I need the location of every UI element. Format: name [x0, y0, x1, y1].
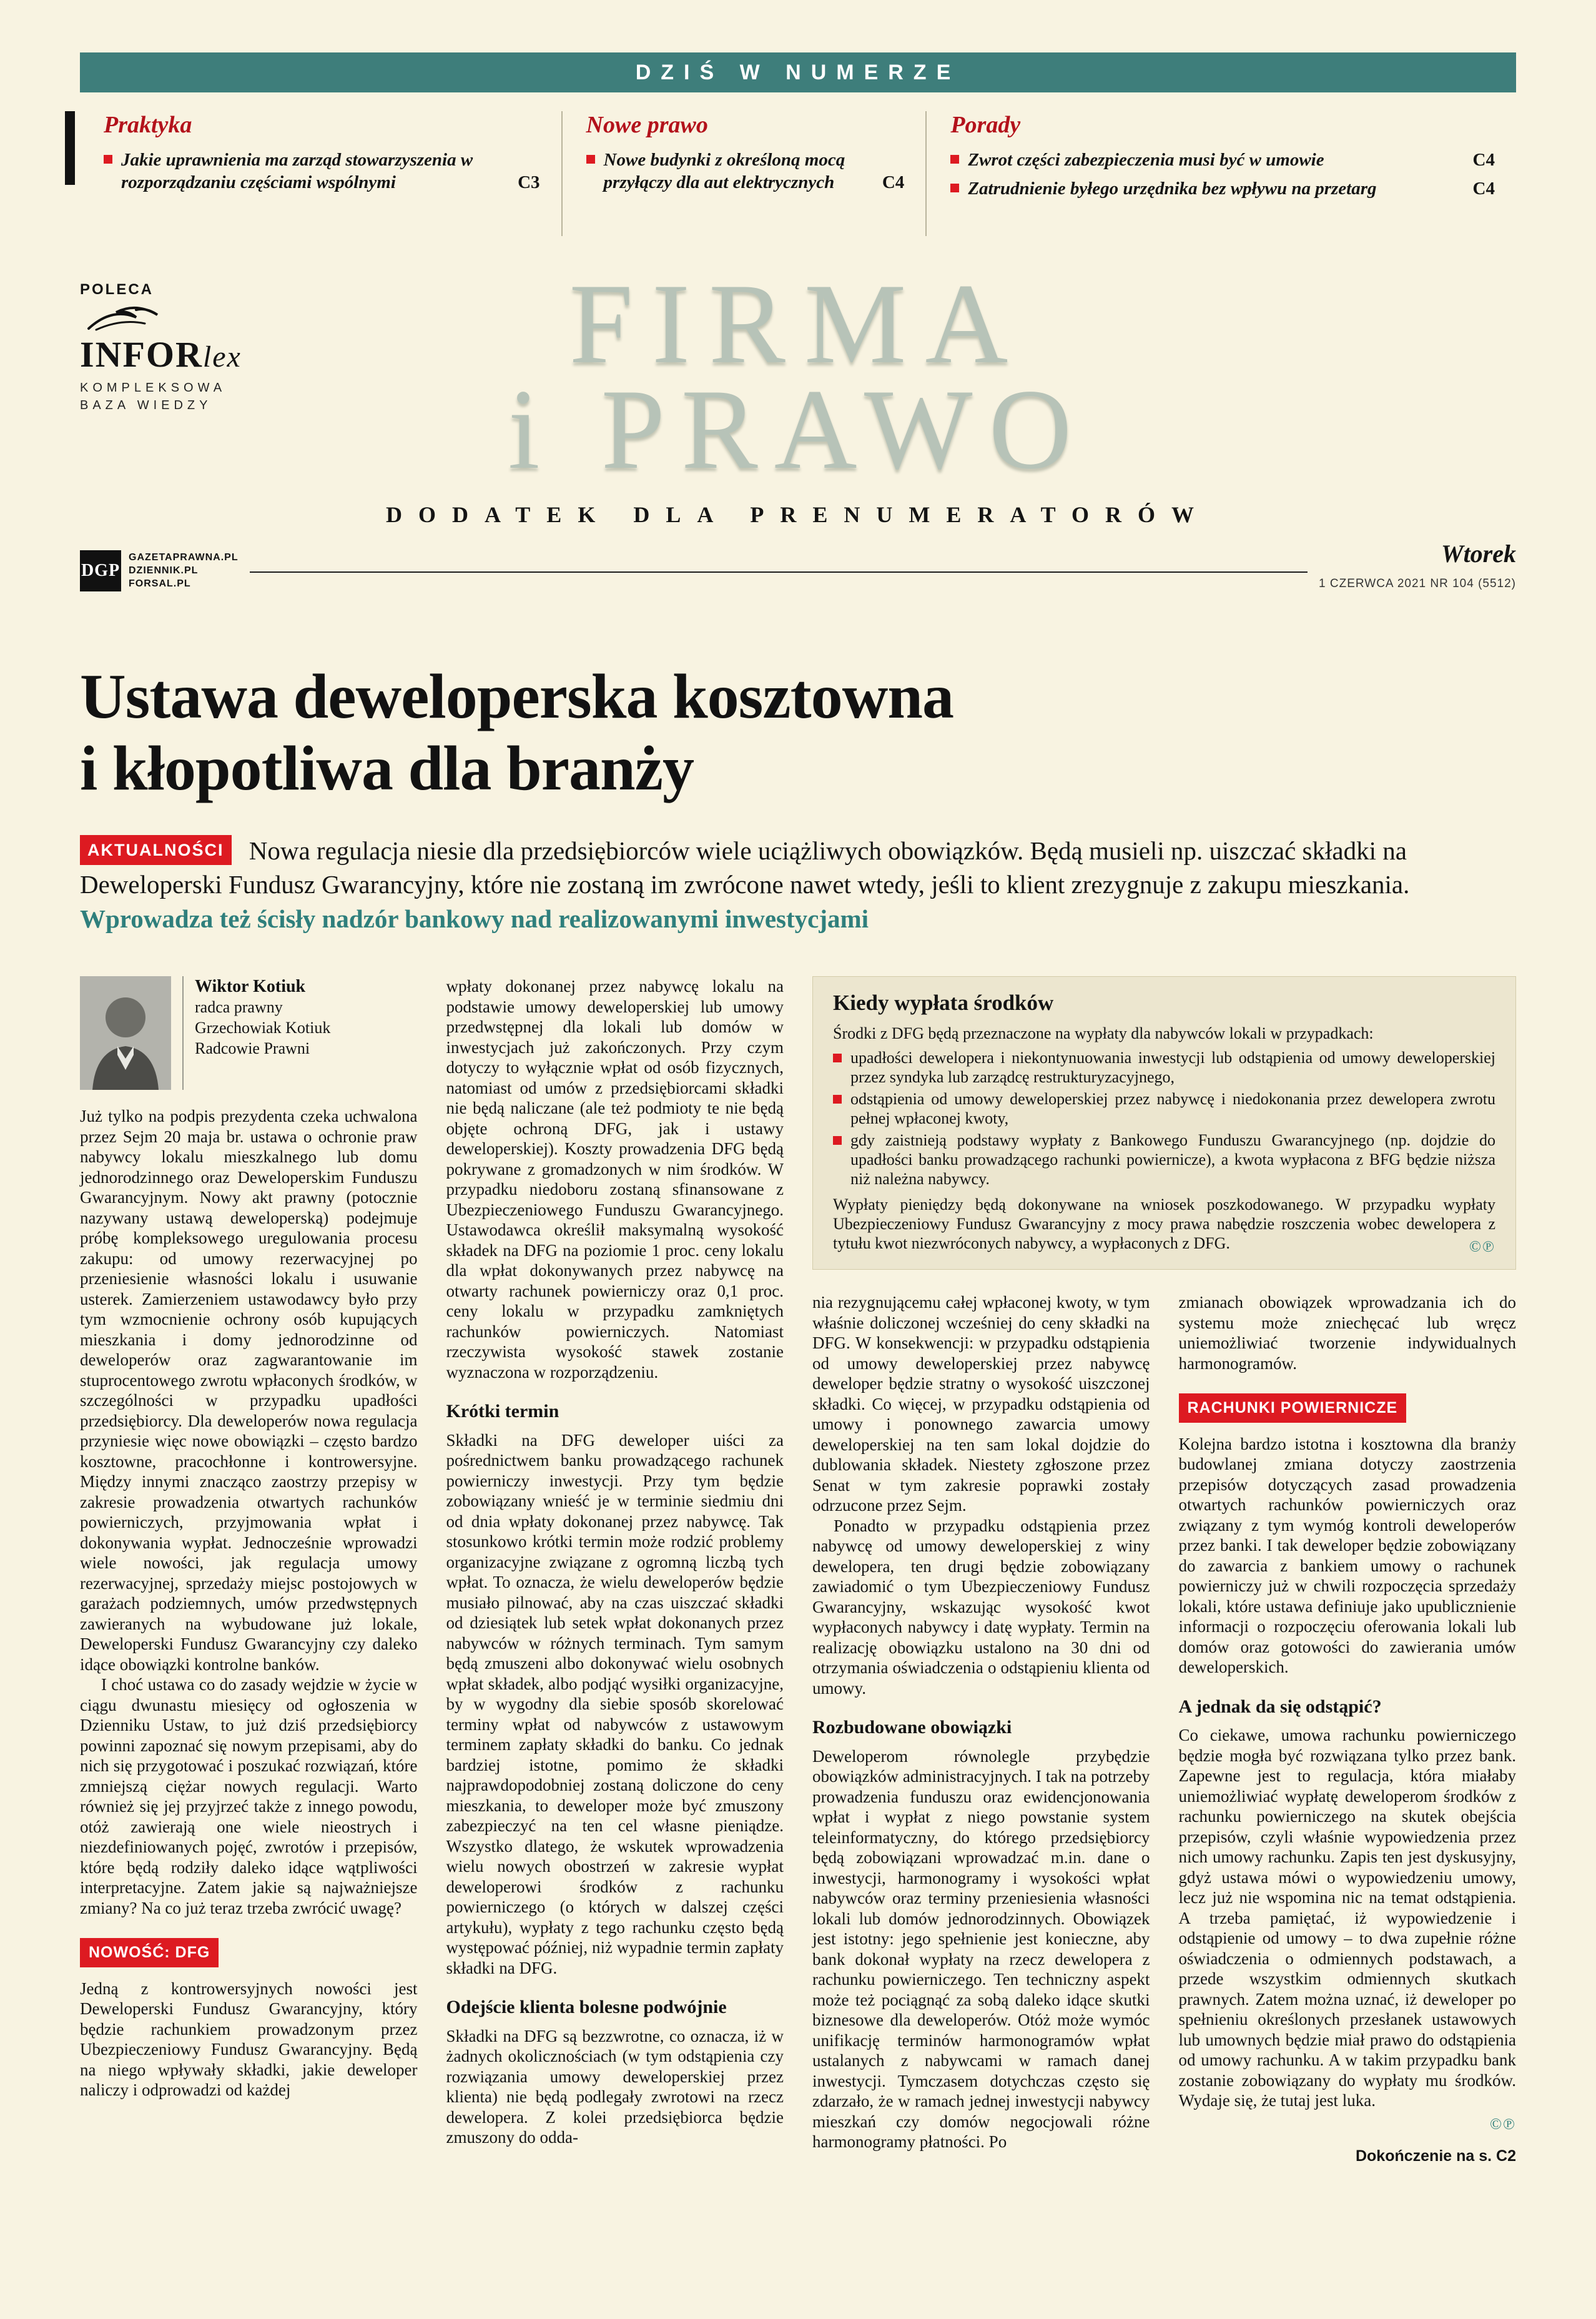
author-card [80, 976, 418, 1090]
summary-item-text: Nowe budynki z określoną mocą przyłączy dla aut elektrycznych [603, 150, 845, 192]
section-label-dfg: NOWOŚĆ: DFG [80, 1938, 219, 1967]
paragraph: nia rezygnującemu całej wpłaconej kwoty, w tym właśnie doliczonej wcześniej do ceny składki na DFG. W konsekwencji: w przypadku odstąpienia od umowy deweloperskiej przez nabywcę deweloper będzie stratny o wysokość uiszczonej składki. Co więcej, w przypadku odstąpienia od umowy i ponownego zawarcia umowy deweloperskiej na ten sam lokal dojdzie do dublowania składek. Niestety zgłoszone przez Senat w tym zakresie poprawki zostały odrzucone przez Sejm. [812, 1293, 1150, 1515]
paragraph: Kolejna bardzo istotna i kosztowna dla branży budowlanej zmiana dotyczy zaostrzenia przepisów dotyczących zasad prowadzenia otwartych rachunków powierniczych oraz związany z tym wymóg kontroli deweloperów przez banki. I tak deweloper będzie zobowiązany do zawarcia z bankiem umowy o rachunek powierniczy już w chwili rozpoczęcia sprzedaży lokali, które ustawa definiuje jako upublicznienie informacji o rozpoczęciu oferowania lokali lub domów oraz gotowości do zawierania umów deweloperskich. [1178, 1434, 1516, 1677]
author-name: Wiktor Kotiuk [195, 977, 306, 997]
lede-text: Nowa regulacja niesie dla przedsiębiorców wiele uciążliwych obowiązków. Będą musieli np. uiszczać składki na Deweloperski Fundusz Gwarancyjny, które nie zostaną im zwrócone nawet wtedy, jeśli to klient zrezygnuje z zakupu mieszkania. [80, 836, 1410, 899]
summary-title: Nowe prawo [586, 112, 708, 138]
summary-item [950, 177, 1495, 200]
dgp-logo [80, 550, 250, 591]
infobox-title: Kiedy wypłata środków [833, 991, 1054, 1016]
subhead-krotki-termin: Krótki termin [446, 1401, 559, 1422]
paragraph: Deweloperom równolegle przybędzie obowiązków administracyjnych. I tak na potrzeby prowadzenia funduszu oraz ewidencjonowania wpłat i wypłat z niego powstanie system teleinformatyczny, do którego przedsiębiorcy będą zobowiązani wprowadzać m.in. dane o inwestycji, harmonogramy i wysokości wpłat nabywców oraz terminy przeniesienia własności lokali lub domów jednorodzinnych. Obowiązek jest istotny: jego spełnienie jest konieczne, aby bank dokonał wypłaty na rzecz dewelopera z rachunku powierniczego. Ten techniczny aspekt może też pociągnąć za sobą daleko idące skutki biznesowe dla deweloperów. Otóż może wymóc unifikację terminów harmonogramów wpłat ustalanych z nabywcami w ramach danej inwestycji. Tymczasem dotychczas często się zdarzało, że w ramach jednej inwestycji nabywcy mieszkań czy domów negocjowali różne harmonogramy płatności. Po [812, 1746, 1150, 2152]
paragraph: Jedną z kontrowersyjnych nowości jest Deweloperski Fundusz Gwarancyjny, który będzie rachunkiem prowadzonym przez Ubezpieczeniowy Fundusz Gwarancyjny. Będą na niego wpływały składki, jakie deweloper naliczy i odprowadzi od każdej [80, 1979, 418, 2100]
inforlex-wordmark [80, 334, 267, 375]
author-role: radca prawny [195, 998, 283, 1017]
publication-subtitle: DODATEK DLA PRENUMERATORÓW [385, 502, 1211, 527]
copyright-mark: ©℗ [1490, 2115, 1516, 2133]
author-photo [80, 976, 171, 1090]
summary-title: Porady [950, 112, 1021, 138]
article-column-4 [1179, 1292, 1517, 2167]
headline-line1: Ustawa deweloperska kosztowna [80, 661, 953, 732]
infobox-bullet-text: gdy zaistnieją podstawy wypłaty z Bankowego Funduszu Gwarancyjnego (np. dojdzie do upadłości banku prowadzącego rachunki powiernicze), a kwota wypłacona z BFG będzie niższa niż należna nabywcy. [850, 1131, 1495, 1189]
lede-highlight: Wprowadza też ścisły nadzór bankowy nad realizowanymi inwestycjami [80, 904, 869, 934]
issue-number: 1 CZERWCA 2021 NR 104 (5512) [1319, 576, 1516, 590]
poleca-label: POLECA [80, 281, 154, 298]
bullet-square-icon [950, 155, 959, 164]
summary-item-page: C4 [1472, 179, 1495, 199]
summary-item-text: Zwrot części zabezpieczenia musi być w umowie [968, 150, 1324, 170]
summary-item-page: C4 [882, 172, 905, 192]
today-in-issue-banner [80, 52, 1516, 92]
summary-title: Praktyka [104, 112, 192, 138]
infobox-bullet [833, 1048, 1495, 1087]
dgp-site: GAZETAPRAWNA.PL [129, 552, 239, 563]
bullet-square-icon [833, 1054, 842, 1062]
right-columns [812, 1292, 1516, 2167]
summary-item [104, 149, 540, 194]
masthead-rule [80, 571, 1516, 573]
weekday: Wtorek [1441, 539, 1516, 568]
dgp-logo-box: DGP [80, 550, 121, 591]
subhead-a-jednak: A jednak da się odstąpić? [1178, 1696, 1382, 1717]
paragraph: wpłaty dokonanej przez nabywcę lokalu na podstawie umowy deweloperskiej lub umowy przedwstępnej dla lokali lub domów w inwestycjach już zakończonych. Przy czym dotyczy to wyłącznie wpłat od osób fizycznych, natomiast od umów z przedsiębiorcami składki nie będą naliczane (ale też podmioty te nie będą objęte ochroną DFG, jak i ustawy deweloperskiej). Koszty prowadzenia DFG będą pokrywane z gromadzonych w nim środków. W przypadku niedoboru zostaną sfinansowane z Ubezpieczeniowego Funduszu Gwarancyjnego. Ustawodawca określił maksymalną wysokość składek na DFG na poziomie 1 proc. ceny lokalu dla wpłat dokonywanych przez nabywcę na otwarty rachunek powierniczy oraz 0,1 proc. ceny lokalu w przypadku zamkniętych rachunków powierniczych. Natomiast rzeczywista wysokość stawek zostanie wyznaczona w rozporządzeniu. [446, 977, 784, 1382]
inforlex-tagline [80, 379, 267, 414]
inforlex-ornament-icon [84, 305, 177, 332]
infobox-bullet [833, 1130, 1495, 1189]
section-tag: AKTUALNOŚCI [80, 835, 232, 865]
paragraph: I choć ustawa co do zasady wejdzie w życie w ciągu dwunastu miesięcy od ogłoszenia w Dzienniku Ustaw, to już dziś przedsiębiorcy powinni zapoznać się nowym przepisami, aby do nich się przygotować i poszukać rozwiązań, które zmniejszą ciężar nowych regulacji. Warto również się jej przyjrzeć także z innego powodu, otóż zawierają one wiele nieostrych i niezdefiniowanych pojęć, zwrotów i przepisów, które będą rodziły daleko idące wątpliwości interpretacyjne. Zatem jakie są najważniejsze zmiany? Na co już teraz trzeba zwrócić uwagę? [80, 1675, 418, 1917]
title-line1: FIRMA [569, 260, 1027, 387]
article-column-2 [446, 976, 784, 2167]
summary-item-page: C4 [1472, 150, 1495, 170]
infobox-intro: Środki z DFG będą przeznaczone na wypłaty dla nabywców lokali w przypadkach: [833, 1024, 1374, 1043]
paragraph: Składki na DFG deweloper uiści za pośrednictwem banku prowadzącego rachunek powierniczy inwestycji. Przy tym będzie zobowiązany wnieść je w terminie siedmiu dni od dnia wpłaty dokonanej przez nabywcę. Tak stosunkowo krótki termin może rodzić problemy organizacyjne związane z ogromną liczbą tych wpłat. To oznacza, że wielu deweloperów będzie musiało pilnować, aby na czas uiszczać składki od dziesiątek lub setek wpłat dokonanych przez nabywców w różnych terminach. Tym samym będą zmuszeni albo dokonywać wielu osobnych wpłat składek, albo podjąć wysiłki organizacyjne, by w wygodny dla siebie sposób skorelować terminy wpłat od nabywców z ustawowym terminem zapłaty składki do banku. Co jednak bardziej istotne, pomimo że składki najprawdopodobniej zostaną doliczone do ceny mieszkania, to deweloper może być zmuszony zabezpieczyć na ten cel własne pieniądze. Wszystko dlatego, że wskutek wprowadzenia wielu nowych obostrzeń w zakresie wypłat deweloperowi środków z rachunku powierniczego (o których w dalszej części artykułu), wypłaty z tego rachunku często będą występować później, niż wypadnie termin zapłaty składki na DFG. [446, 1430, 784, 1977]
paragraph: zmianach obowiązek wprowadzania ich do systemu może zniechęcać lub wręcz uniemożliwiać tworzenie indywidualnych harmonogramów. [1178, 1293, 1516, 1373]
paragraph: Co ciekawe, umowa rachunku powierniczego będzie mogła być rozwiązana tylko przez bank. Zapewne jest to regulacja, która miałaby uniemożliwiać wypłatę deweloperom środków z rachunku powierniczego na skutek obejścia przepisów, czyli właśnie wypowiedzenia przez nich umowy rachunku. Zapis ten jest dyskusyjny, gdyż ustawa mówi o wypowiedzeniu umowy, lecz już nie wspomina nic na temat odstąpienia. A trzeba pamiętać, iż wypowiedzenie i odstąpienie od umowy – to dwa zupełnie różne oświadczenia o odmiennych podstawach, a przede wszystkim odmiennych skutkach prawnych. Zatem można uznać, iż deweloper po spełnieniu określonych przesłanek ustawowych lub umownych będzie miał prawo do odstąpienia od umowy rachunku. A w takim przypadku bank zostanie zobowiązany do wypłaty mu środków. Wydaje się, że tutaj jest luka. [1178, 1726, 1516, 2110]
issue-summary [80, 111, 1516, 236]
section-label-rachunki: RACHUNKI POWIERNICZE [1179, 1393, 1407, 1423]
summary-item [950, 149, 1495, 171]
dgp-site: FORSAL.PL [129, 578, 191, 590]
bullet-square-icon [104, 155, 112, 164]
summary-item [586, 149, 905, 194]
author-firm-line1: Grzechowiak Kotiuk [195, 1019, 331, 1037]
paragraph: Składki na DFG są bezzwrotne, co oznacza, iż w żadnych okolicznościach (w tym odstąpienia czy rozwiązania umowy deweloperskiej przez klienta) nie będą podlegały zwrotowi na rzecz dewelopera. Z kolei przedsiębiorca będzie zmuszony do odda- [446, 2026, 784, 2147]
summary-section-praktyka [80, 111, 561, 236]
lede [80, 834, 1516, 937]
summary-item-page: C3 [518, 172, 540, 192]
infobox-bullet [833, 1089, 1495, 1128]
infobox-bullet-text: upadłości dewelopera i niekontynuowania inwestycji lub odstąpienia od umowy deweloperskiej przez syndyka lub zarządcę restrukturyzacyjnego, [850, 1049, 1495, 1087]
infor-suffix: lex [202, 340, 242, 373]
tagline-line1: KOMPLEKSOWA [80, 381, 227, 395]
tagline-line2: BAZA WIEDZY [80, 398, 212, 412]
main-headline [80, 661, 1516, 805]
summary-item-text: Jakie uprawnienia ma zarząd stowarzyszenia w rozporządzaniu częściami wspólnymi [121, 150, 473, 192]
author-info [182, 976, 330, 1090]
article-body [80, 976, 1516, 2167]
banner-title: DZIŚ W NUMERZE [635, 60, 961, 84]
paragraph: Już tylko na podpis prezydenta czeka uchwalona przez Sejm 20 maja br. ustawa o ochronie praw nabywcy lokalu mieszkalnego lub domu jednorodzinnego oraz Deweloperskim Funduszu Gwarancyjnym. Nowy akt prawny (potocznie nazywany ustawą deweloperską) podejmuje próbę kompleksowego uregulowania procesu zakupu: od umowy rezerwacyjnej po przeniesienie własności lokalu i usuwanie usterek. Zamierzeniem ustawodawcy było przy tym wzmocnienie ochrony osób kupujących mieszkania i domy jednorodzinne od deweloperów oraz zagwarantowanie im stuprocentowego zwrotu wpłaconych środków, w szczególności w przypadku upadłości przedsiębiorcy. Dla deweloperów nowa regulacja przyniesie więc nowe obowiązki – często bardzo kosztowne, pracochłonne i kontrowersyjne. Między innymi znacząco zaostrzy przepisy w zakresie prowadzenia otwartych rachunków powierniczych, przyjmowania wpłat i dokonywania wypłat. Jednocześnie wprowadzi wiele nowości, jak regulacja umowy rezerwacyjnej, sprzedaży miejsc postojowych w garażach podziemnych, umów przedwstępnych zawieranych na wybudowane już lokale, Deweloperski Fundusz Gwarancyjny czy daleko idące obowiązki kontrolne banków. [80, 1107, 418, 1674]
title-line2: i PRAWO [508, 365, 1088, 493]
bullet-square-icon [950, 184, 959, 192]
publication-title [80, 260, 1516, 493]
bullet-square-icon [586, 155, 595, 164]
subhead-rozbudowane-obowiazki: Rozbudowane obowiązki [812, 1717, 1012, 1738]
subhead-odejscie-klienta: Odejście klienta bolesne podwójnie [446, 1997, 727, 2018]
infobox-bullet-text: odstąpienia od umowy deweloperskiej przez nabywcę i niedokonania przez dewelopera zwrotu pełnej wpłaconej kwoty, [850, 1090, 1495, 1128]
issue-date [1308, 539, 1516, 591]
masthead-bottom [80, 539, 1516, 608]
dgp-sites [129, 551, 239, 590]
summary-section-nowe-prawo [561, 111, 926, 236]
infobox-outro: Wypłaty pieniędzy będą dokonywane na wniosek poszkodowanego. W przypadku wypłaty Ubezpieczeniowy Fundusz Gwarancyjny z mocy prawa nabędzie roszczenia wobec dewelopera z tytułu kwot niezwróconych nabywcy, a wypłaconych z DFG. [833, 1195, 1495, 1253]
dgp-site: DZIENNIK.PL [129, 565, 199, 576]
inforlex-logo [80, 281, 267, 414]
article-right-section [812, 976, 1516, 2167]
continuation-note: Dokończenie na s. C2 [1355, 2147, 1516, 2165]
bullet-square-icon [833, 1095, 842, 1104]
headline-line2: i kłopotliwa dla branży [80, 733, 694, 804]
copyright-mark: ©℗ [1469, 1239, 1495, 1256]
author-portrait-icon [80, 976, 171, 1090]
edge-mark [65, 111, 75, 185]
infor-brand: INFOR [80, 334, 203, 375]
article-column-1 [80, 976, 418, 2167]
article-column-3 [812, 1292, 1150, 2167]
masthead [80, 260, 1516, 621]
paragraph: Ponadto w przypadku odstąpienia przez nabywcę od umowy deweloperskiej z winy dewelopera, ten drugi będzie zobowiązany zawiadomić o tym Ubezpieczeniowy Fundusz Gwarancyjny, wskazując wysokość kwot wypłaconych nabywcy i datę wypłaty. Termin na realizację obowiązku ustalono na 30 dni od otrzymania oświadczenia o odstąpieniu klienta od umowy. [812, 1516, 1150, 1698]
author-firm-line2: Radcowie Prawni [195, 1039, 310, 1058]
summary-item-text: Zatrudnienie byłego urzędnika bez wpływu na przetarg [968, 179, 1377, 199]
summary-section-porady [925, 111, 1516, 236]
bullet-square-icon [833, 1136, 842, 1145]
infobox-kiedy-wyplata [812, 976, 1516, 1270]
